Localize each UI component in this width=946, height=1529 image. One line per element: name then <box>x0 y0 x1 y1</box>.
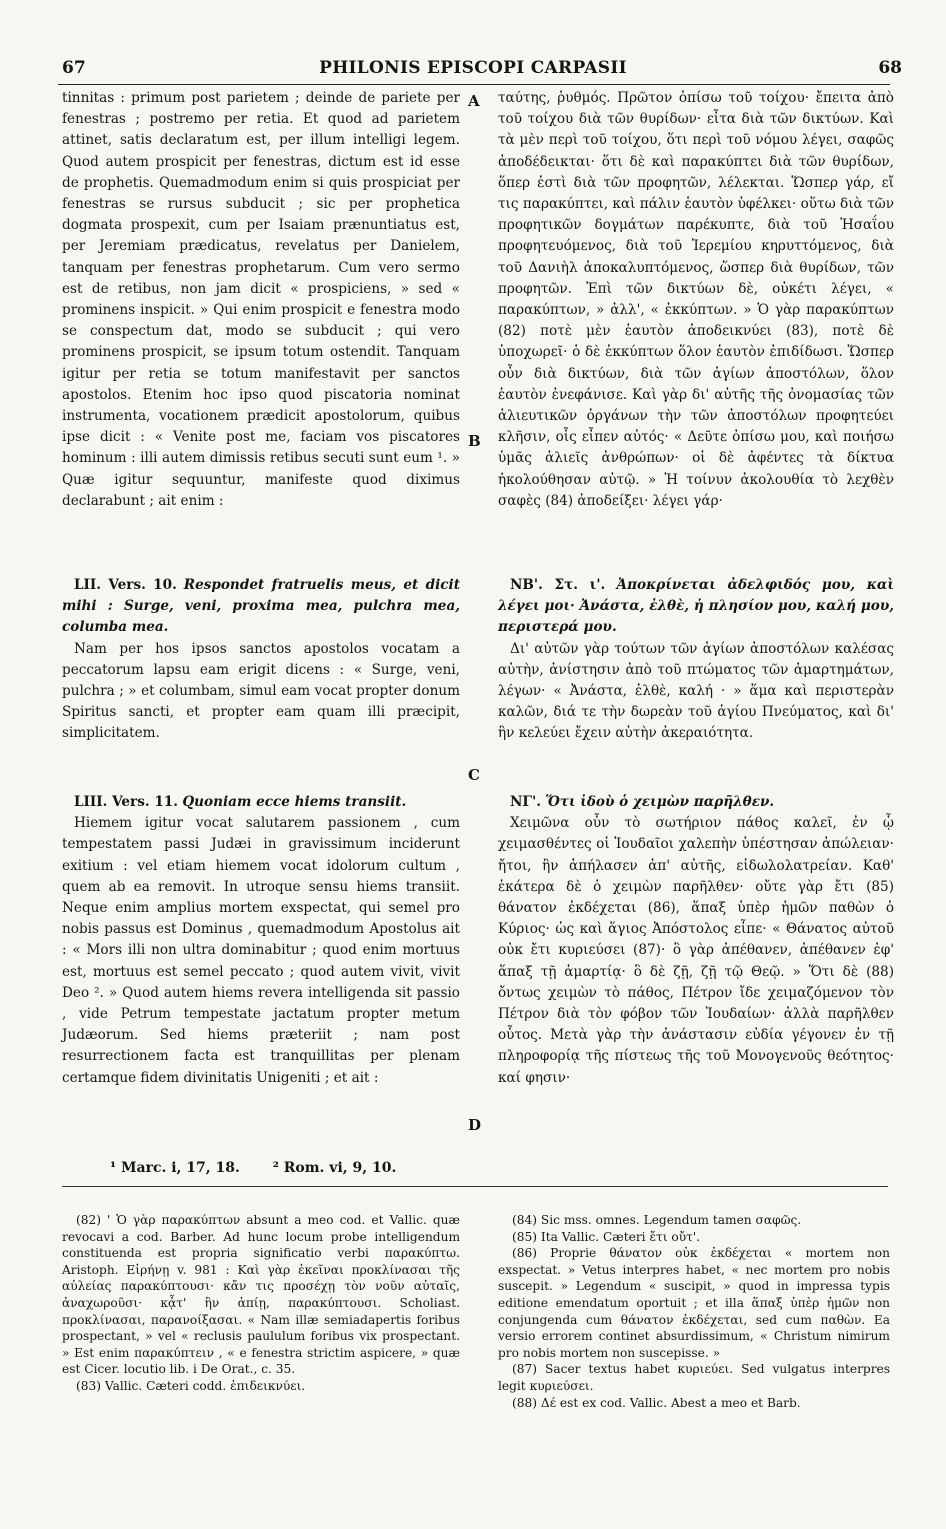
footnotes-left <box>62 1212 460 1395</box>
scripture-references <box>110 1160 424 1176</box>
latin-intro: tinnitas : primum post parietem ; deinde de pariete per fenestras ; postremo per retia. Et quod ad parietem attinet, satis declaratum est, per illum intelligi legem. Quod autem prospicit per fenestras, dictum est id esse de prophetis. Quemadmodum enim si quis prospiciat per fenestras se rursus subducit ; sic per prophetica dogmata prospexit, cum per Isaiam prænuntiatus est, per Jeremiam prædicatus, revelatus per Danielem, tanquam per fenestras prophetarum. Cum vero sermo est de retibus, non jam dicit « prospiciens, » sed « prominens inspicit. » Qui enim prospicit e fenestra modo se conspectum dat, modo se subducit ; qui vero prominens prospicit, se ipsum totum ostendit. Tanquam igitur per retia se totum manifestavit per sanctos apostolos. Etenim hoc ipso quod piscatoria nominat instrumenta, vocationem prædicit apostolorum, quibus ipse dicit : « Venite post me, faciam vos piscatores hominum : illi autem dimissis retibus secuti sunt eum ¹. » Quæ igitur sequuntur, manifeste quod diximus declarabunt ; ait enim : <box>62 90 460 509</box>
header-rule <box>58 84 890 85</box>
latin-section-53-body: Hiemem igitur vocat salutarem passionem , cum tempestatem passi Judæi in gravissimum inciderunt exitium : vel etiam hiemem vocat idolorum cultum , quem ab ea removit. In utroque sensu hiems transiit. Neque enim amplius mortem exspectat, qui semel pro nobis passus est Dominus , quemadmodum Apostolus ait : « Mors illi non ultra dominabitur ; quod enim mortuus est, mortuus est semel peccato ; quod autem vivit, vivit Deo ². » Quod autem hiems revera intelligenda sit passio , vide Petrum tempestate jactatum propter metum Judæorum. Sed hiems præteriit ; nam post resurrectionem facta est tranquillitas per plenam certamque fidem divinitatis Unigeniti ; et ait : <box>62 815 460 1086</box>
footnote: (88) Δέ est ex cod. Vallic. Abest a meo et Barb. <box>512 1395 801 1410</box>
margin-marker-d: D <box>468 1116 482 1134</box>
footnote-rule <box>62 1186 888 1187</box>
latin-column <box>62 88 460 512</box>
latin-section-53-number: LIII. Vers. 11. <box>74 794 178 810</box>
greek-section-53 <box>498 792 894 1089</box>
greek-column <box>498 88 894 512</box>
latin-section-52-verse: Respondet fratruelis meus, et dicit mihi : Surge, veni, proxima mea, pulchra mea, columba mea. <box>62 577 460 636</box>
greek-intro: ταύτης, ῥυθμός. Πρῶτον ὀπίσω τοῦ τοίχου· ἔπειτα ἀπὸ τοῦ τοίχου διὰ τῶν θυρίδων· εἶτα διὰ τῶν δικτύων. Καὶ τὰ μὲν περὶ τοῦ τοίχου, ὅτι περὶ τοῦ νόμου λέγει, σαφῶς ἀποδέδεικται· ὅτι δὲ καὶ παρακύπτει διὰ τῶν θυρίδων, ὅπερ ἐστὶ διὰ τῶν προφητῶν, λέλεκται. Ὥσπερ γάρ, εἴ τις παρακύπτει, καὶ πάλιν ἑαυτὸν ὑφέλκει· οὕτω διὰ τῶν προφητικῶν δογμάτων παρέκυπτε, διὰ τοῦ Ἡσαΐου προφητευόμενος, διὰ τοῦ Ἱερεμίου κηρυττόμενος, διὰ τοῦ Δανιὴλ ἀποκαλυπτόμενος, ὥσπερ διὰ θυρίδων, τῶν προφητῶν. Ἐπὶ τῶν δικτύων δὲ, οὐκέτι λέγει, « παρακύπτων, » ἀλλ', « ἐκκύπτων. » Ὁ γὰρ παρακύπτων (82) ποτὲ μὲν ἑαυτὸν ἀποδεικνύει (83), ποτὲ δὲ ὑποχωρεῖ· ὁ δὲ ἐκκύπτων ὅλον ἑαυτὸν ἐπιδίδωσι. Ὥσπερ οὖν διὰ δικτύων, διὰ τῶν ἁγίων ἀποστόλων, ὅλον ἑαυτὸν ἐνεφάνισε. Καὶ γὰρ δι' αὐτῆς τῆς ὀνομασίας τῶν ἁλιευτικῶν ὀργάνων τὴν τῶν ἀποστόλων προφητεύει κλῆσιν, οἷς εἶπεν αὐτός· « Δεῦτε ὀπίσω μου, καὶ ποιήσω ὑμᾶς ἁλιεῖς ἀνθρώπων· οἱ δὲ ἀφέντες τὰ δίκτυα ἠκολούθησαν αὐτῷ. » Ἡ τοίνυν ἀκολουθία τὸ λεχθὲν σαφὲς (84) ἀποδείξει· λέγει γάρ· <box>498 90 894 509</box>
footnote: (86) Proprie θάνατον οὐκ ἐκδέχεται « mortem non exspectat. » Vetus interpres habet, « nec mortem pro nobis suscepit. » Legendum « suscipit, » quod in impressa typis editione emendatum oportuit ; et illa ἅπαξ ὑπὲρ ἡμῶν non conjungenda cum θάνατον ἐκδέχεται, sed cum παθὼν. Ea versio errorem continet absurdissimum, « Christum nimirum pro nobis mortem non suscepisse. » <box>498 1246 890 1360</box>
page-number-left: 67 <box>62 58 86 78</box>
footnote: (85) Ita Vallic. Cæteri ἔτι οὔτ'. <box>512 1229 701 1244</box>
latin-section-53 <box>62 792 460 1089</box>
margin-marker-b: B <box>468 432 481 450</box>
latin-section-52-number: LII. Vers. 10. <box>74 577 177 593</box>
footnote: (87) Sacer textus habet κυριεύει. Sed vulgatus interpres legit κυριεύσει. <box>498 1362 890 1393</box>
running-title: PHILONIS EPISCOPI CARPASII <box>319 58 627 78</box>
greek-section-53-heading <box>498 792 894 813</box>
margin-marker-a: A <box>468 92 480 110</box>
scripture-reference: ¹ Marc. i, 17, 18. <box>110 1160 240 1176</box>
footnote: (83) Vallic. Cæteri codd. ἐπιδεικνύει. <box>76 1378 306 1393</box>
footnotes-right <box>498 1212 890 1411</box>
margin-marker-c: C <box>468 766 480 784</box>
latin-section-52 <box>62 575 460 745</box>
footnote: (82) ' Ὁ γὰρ παρακύπτων absunt a meo cod. et Vallic. quæ revocavi a cod. Barber. Ad hunc locum probe intelligendum constituenda est propria significatio verbi παρακύπτω. Aristoph. Εἰρήνῃ v. 981 : Καὶ γὰρ ἐκεῖναι προκλίνασαι τῆς αὐλείας παρακύπτουσι· κἄν τις προσέχῃ τὸν νοῦν αὐταῖς, ἀναχωροῦσι· κᾆτ' ἣν ἀπίῃ, παρακύπτουσι. Scholiast. προκλίνασαι, παρανοίξασαι. « Nam illæ semiadapertis foribus prospectant, » vel « reclusis paululum foribus vix prospectant. » Est enim παρακύπτειν , « e fenestra strictim aspicere, » quæ est Cicer. locutio lib. i De Orat., c. 35. <box>62 1213 460 1377</box>
greek-section-53-number: ΝΓ'. <box>510 794 541 810</box>
latin-section-53-heading <box>62 792 460 813</box>
latin-section-52-heading <box>62 575 460 639</box>
greek-section-53-body: Χειμῶνα οὖν τὸ σωτήριον πάθος καλεῖ, ἐν ᾧ χειμασθέντες οἱ Ἰουδαῖοι χαλεπὴν ὑπέστησαν ἀπώλειαν· ἤτοι, ἣν ἀπήλασεν ἀπ' αὐτῆς, εἰδωλολατρείαν. Καθ' ἑκάτερα δὲ ὁ χειμὼν παρῆλθεν· οὔτε γὰρ ἔτι (85) θάνατον ἐκδέχεται (86), ἅπαξ ὑπὲρ ἡμῶν παθὼν ὁ Κύριος· ὡς καὶ ἅγιος Ἀπόστολος εἶπε· « Θάνατος αὐτοῦ οὐκ ἔτι κυριεύσει (87)· ὃ γὰρ ἀπέθανεν, ἀπέθανεν ἐφ' ἅπαξ τῇ ἁμαρτίᾳ· ὃ δὲ ζῇ, ζῇ τῷ Θεῷ. » Ὅτι δὲ (88) ὄντως χειμὼν τὸ πάθος, Πέτρον ἴδε χειμαζόμενον τὸν Πέτρον διὰ τὸν φόβον τῶν Ἰουδαίων· ἀλλὰ παρῆλθεν οὗτος. Μετὰ γὰρ τὴν ἀνάστασιν εὐδία γέγονεν ἐν τῇ πληροφορίᾳ τῆς πίστεως τῆς τοῦ Μονογενοῦς θεότητος· καί φησιν· <box>498 815 894 1086</box>
greek-section-52-verse: Ἀποκρίνεται ἀδελφιδός μου, καὶ λέγει μοι· Ἀνάστα, ἐλθὲ, ἡ πλησίον μου, καλή μου, περιστερά μου. <box>498 577 894 636</box>
greek-section-53-verse: Ὅτι ἰδοὺ ὁ χειμὼν παρῆλθεν. <box>545 794 775 810</box>
latin-section-52-body: Nam per hos ipsos sanctos apostolos vocatam a peccatorum lapsu eam erigit dicens : « Surge, veni, pulchra ; » et columbam, simul eam vocat propter donum Spiritus sancti, et propter eam quam illi præcipit, simplicitatem. <box>62 640 460 742</box>
greek-section-52-heading <box>498 575 894 639</box>
greek-section-52-number: ΝΒ'. Στ. ι'. <box>510 577 606 593</box>
scripture-reference: ² Rom. vi, 9, 10. <box>272 1160 397 1176</box>
greek-section-52 <box>498 575 894 745</box>
footnote: (84) Sic mss. omnes. Legendum tamen σαφῶς. <box>512 1213 802 1227</box>
page-number-right: 68 <box>878 58 902 78</box>
greek-section-52-body: Δι' αὐτῶν γὰρ τούτων τῶν ἁγίων ἀποστόλων καλέσας αὐτὴν, ἀνίστησιν ἀπὸ τοῦ πτώματος τῶν ἁμαρτημάτων, λέγων· « Ἀνάστα, ἐλθὲ, καλή · » ἅμα καὶ περιστερὰν καλῶν, διά τε τὴν δωρεὰν τοῦ ἁγίου Πνεύματος, καὶ δι' ἣν κελεύει ἔχειν αὐτὴν ἀκεραιότητα. <box>498 640 894 742</box>
latin-section-53-verse: Quoniam ecce hiems transiit. <box>182 794 407 810</box>
